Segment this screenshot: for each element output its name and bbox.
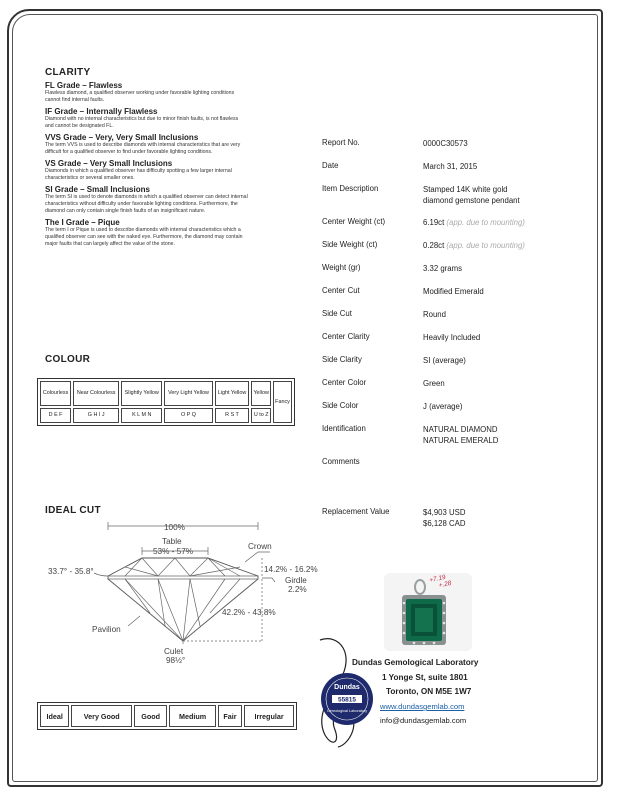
cut-rating-cell: Ideal — [40, 705, 69, 727]
clarity-grade-list — [45, 81, 315, 251]
report-row-label: Item Description — [322, 184, 379, 193]
clarity-grade-description: characteristics or several smaller ones. — [45, 175, 135, 181]
report-row-label: Side Weight (ct) — [322, 240, 378, 249]
colour-column-grades: R S T — [215, 408, 250, 423]
report-row-value: Heavily Included — [423, 333, 481, 342]
report-row-label: Comments — [322, 457, 360, 466]
clarity-grade-description: major faults that can largely affect the value of the stone. — [45, 241, 175, 247]
colour-column-grades: G H I J — [73, 408, 119, 423]
report-row-value: $6,128 CAD — [423, 519, 466, 528]
report-row-value: Stamped 14K white gold — [423, 185, 508, 194]
report-row-value: Modified Emerald — [423, 287, 484, 296]
report-row-value: 0.28ct — [423, 241, 445, 250]
colour-column-grades: O P Q — [164, 408, 212, 423]
pendant-photo — [384, 573, 472, 651]
cut-rating-cell: Good — [134, 705, 167, 727]
cut-label-pavilion: Pavilion — [92, 625, 121, 634]
cut-label-crown-angle: 33.7° - 35.8° — [48, 567, 94, 576]
colour-column-grades: D E F — [40, 408, 71, 423]
clarity-grade-title: SI Grade – Small Inclusions — [45, 185, 150, 194]
report-row-value: Round — [423, 310, 446, 319]
clarity-grade-description: difficult for a qualified observer to find under favorable lighting conditions. — [45, 149, 213, 155]
clarity-grade — [45, 133, 315, 156]
colour-scale — [37, 378, 295, 426]
report-row-value: SI (average) — [423, 356, 466, 365]
clarity-grade-title: The I Grade – Pique — [45, 218, 120, 227]
ideal-cut-heading: IDEAL CUT — [45, 505, 101, 516]
report-row-value: 3.32 grams — [423, 264, 463, 273]
report-row-label: Identification — [322, 424, 366, 433]
cut-label-table: Table — [162, 537, 182, 546]
cut-label-100pct: 100% — [164, 523, 185, 532]
cut-label-girdle-pct: 2.2% — [288, 585, 307, 594]
cut-label-girdle: Girdle — [285, 576, 307, 585]
report-row-value: NATURAL EMERALD — [423, 436, 499, 445]
cut-rating-cell: Irregular — [244, 705, 294, 727]
clarity-grade-description: cannot find internal faults. — [45, 97, 105, 103]
colour-column-name: Near Colourless — [73, 381, 119, 406]
cut-label-culet: Culet — [164, 647, 184, 656]
report-row-label: Center Weight (ct) — [322, 217, 386, 226]
lab-website-link[interactable]: www.dundasgemlab.com — [380, 702, 465, 711]
clarity-grade-description: The term SI is used to denote diamonds in which a qualified observer can detect internal — [45, 194, 248, 200]
clarity-grade — [45, 107, 315, 130]
clarity-grade-title: VS Grade – Very Small Inclusions — [45, 159, 173, 168]
report-row-note: (app. due to mounting) — [446, 218, 525, 227]
report-row-label: Side Cut — [322, 309, 352, 318]
clarity-grade-title: FL Grade – Flawless — [45, 81, 123, 90]
clarity-grade-title: IF Grade – Internally Flawless — [45, 107, 158, 116]
report-row-value: March 31, 2015 — [423, 162, 478, 171]
clarity-grade — [45, 218, 315, 248]
report-row-value: J (average) — [423, 402, 463, 411]
lab-seal — [320, 672, 374, 726]
colour-column-name: Yellow — [251, 381, 271, 406]
cut-label-culet-angle: 98½° — [166, 656, 186, 665]
clarity-grade-description: The term I or Pique is used to describe diamonds with internal characteristics which a — [45, 227, 241, 233]
clarity-grade-description: Diamond with no internal characteristics but due to minor finish faults, is not flawless — [45, 116, 239, 122]
report-row-value: 6.19ct — [423, 218, 445, 227]
cut-rating-scale — [37, 702, 297, 730]
report-row-label: Center Clarity — [322, 332, 370, 341]
cut-label-pavilion-depth: 42.2% - 43.8% — [222, 608, 276, 617]
report-row-value: $4,903 USD — [423, 508, 466, 517]
report-row-label: Date — [322, 161, 339, 170]
colour-column-name: Fancy — [273, 381, 292, 423]
cut-rating-cell: Fair — [218, 705, 242, 727]
clarity-grade-description: qualified observer can see with the naked eye. Furthermore, the diamond may contain — [45, 234, 243, 240]
colour-heading: COLOUR — [45, 354, 91, 365]
colour-column-name: Colourless — [40, 381, 71, 406]
report-row-label: Side Color — [322, 401, 359, 410]
report-row-note: (app. due to mounting) — [446, 241, 525, 250]
lab-name: Dundas Gemological Laboratory — [352, 658, 479, 667]
report-row-label: Report No. — [322, 138, 360, 147]
clarity-heading: CLARITY — [45, 67, 91, 78]
clarity-grade-description: characteristics without difficulty under favorable lighting conditions. Furthermore, the — [45, 201, 238, 207]
report-row-label: Center Color — [322, 378, 367, 387]
colour-column-name: Light Yellow — [215, 381, 250, 406]
colour-column-name: Very Light Yellow — [164, 381, 212, 406]
cut-rating-cell: Medium — [169, 705, 216, 727]
photo-annotation-1: +7.19 — [428, 573, 447, 585]
clarity-grade — [45, 81, 315, 104]
cut-rating-cell: Very Good — [71, 705, 132, 727]
report-row-value: diamond gemstone pendant — [423, 196, 520, 205]
report-row-label: Center Cut — [322, 286, 360, 295]
clarity-grade-title: VVS Grade – Very, Very Small Inclusions — [45, 133, 199, 142]
clarity-grade-description: diamond can only contain single finish faults of an insignificant nature. — [45, 208, 206, 214]
clarity-grade-description: The term VVS is used to describe diamonds with internal characteristics that are very — [45, 142, 241, 148]
cut-label-crown: Crown — [248, 542, 272, 551]
colour-column-grades: K L M N — [121, 408, 162, 423]
seal-top-text: Dundas — [334, 684, 360, 691]
photo-annotation-2: +.28 — [438, 579, 453, 590]
colour-column-grades: U to Z — [251, 408, 271, 423]
report-row-value: 0000C30573 — [423, 139, 468, 148]
report-row-label: Replacement Value — [322, 507, 390, 516]
cut-label-table-range: 53% - 57% — [153, 547, 194, 556]
lab-address-1: 1 Yonge St, suite 1801 — [382, 673, 468, 682]
seal-number: 55815 — [337, 696, 357, 704]
report-row-label: Weight (gr) — [322, 263, 361, 272]
clarity-grade — [45, 159, 315, 182]
lab-email-link[interactable]: info@dundasgemlab.com — [380, 716, 467, 725]
ideal-cut-diagram — [40, 518, 320, 668]
clarity-grade-description: Diamonds in which a qualified observer has difficulty spotting a few larger internal — [45, 168, 232, 174]
clarity-grade-description: and cannot be designated FL. — [45, 123, 114, 129]
seal-bottom-text: Gemological Laboratory — [326, 709, 368, 713]
report-row-value: NATURAL DIAMOND — [423, 425, 498, 434]
clarity-grade — [45, 185, 315, 215]
cut-label-crown-height: 14.2% - 16.2% — [264, 565, 318, 574]
clarity-grade-description: Flawless diamond, a qualified observer working under favorable lighting conditions — [45, 90, 235, 96]
colour-column-name: Slightly Yellow — [121, 381, 162, 406]
report-row-label: Side Clarity — [322, 355, 362, 364]
lab-address-2: Toronto, ON M5E 1W7 — [386, 687, 472, 696]
report-row-value: Green — [423, 379, 445, 388]
